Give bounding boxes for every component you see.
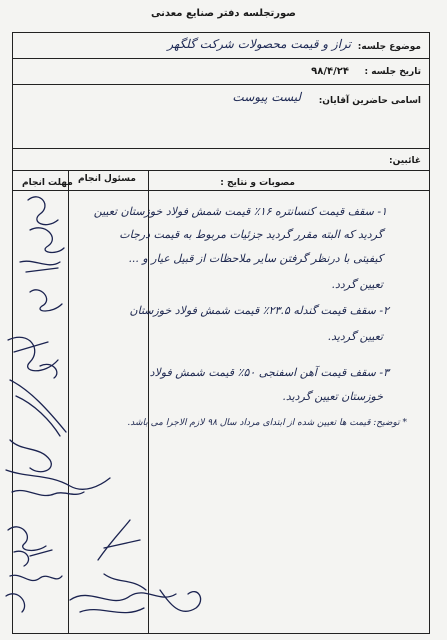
signature	[80, 608, 144, 613]
signature	[14, 550, 52, 566]
subject-value: تراز و قیمت محصولات شرکت گلگهر	[167, 37, 351, 51]
resolution-line: ۳- سقف قیمت آهن اسفنجی ۵۰٪ قیمت شمش فولاد	[149, 366, 389, 379]
signature	[30, 228, 64, 253]
signature	[30, 290, 62, 311]
resolution-line: * توضیح: قیمت ها تعیین شده از ابتدای مرداد سال ۹۸ لازم الاجرا می باشد.	[127, 418, 407, 428]
signature	[104, 574, 146, 590]
subject-label: موضوع جلسه:	[357, 42, 421, 52]
signature	[98, 520, 140, 560]
signature	[40, 364, 57, 378]
header-responsible: مسئول انجام	[78, 174, 136, 184]
resolution-line: تعیین گردد.	[331, 278, 383, 291]
signature	[28, 197, 58, 225]
signature	[8, 527, 46, 551]
attendees-value: لیست پیوست	[232, 90, 301, 104]
signature	[8, 337, 58, 370]
resolution-line: ۱- سقف قیمت کنسانتره ۱۶٪ قیمت شمش فولاد خوزستان تعیین	[93, 205, 387, 218]
page-title: صورتجلسه دفتر صنایع معدنی	[151, 8, 296, 19]
signature	[6, 594, 25, 612]
signature	[12, 490, 84, 495]
header-deadline: مهلت انجام	[22, 178, 73, 188]
header-resolutions: مصوبات و نتایج :	[220, 178, 295, 188]
date-label: تاریخ جلسه :	[364, 67, 421, 77]
signature	[10, 440, 51, 472]
resolution-line: خوزستان تعیین گردید.	[282, 390, 383, 403]
resolution-line: ۲- سقف قیمت گندله ۲۳.۵٪ قیمت شمش فولاد خوزستان	[129, 304, 389, 317]
date-value: ۹۸/۴/۲۴	[311, 66, 349, 77]
signature	[10, 575, 62, 580]
signature	[10, 380, 66, 436]
signature	[70, 593, 176, 601]
resolution-line: گردید که البته مقرر گردید جزئیات مربوط به قیمت درجات	[119, 228, 383, 241]
resolution-line: تعیین گردید.	[327, 330, 383, 343]
signature	[20, 261, 60, 272]
signature	[160, 590, 201, 611]
absentees-label: غائبین:	[389, 156, 421, 166]
signature	[6, 470, 110, 489]
attendees-label: اسامی حاضرین آقایان:	[318, 96, 421, 106]
resolution-line: کیفیتی با درنظر گرفتن سایر ملاحظات از قبیل عیار و ...	[128, 252, 383, 265]
